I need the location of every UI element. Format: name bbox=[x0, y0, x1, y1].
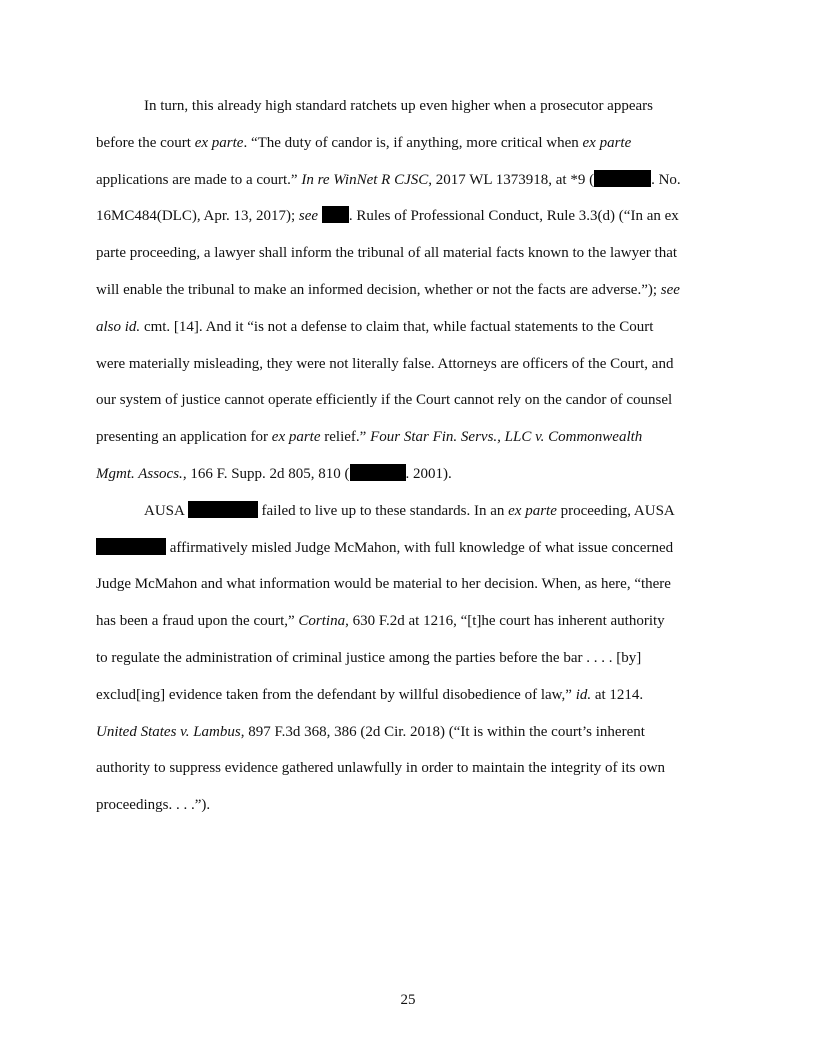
text: to regulate the administration of criminal justice among the parties before the bar . . . . [by] bbox=[96, 650, 642, 666]
text: 16MC484(DLC), Apr. 13, 2017); bbox=[96, 208, 299, 224]
text: relief.” bbox=[320, 429, 371, 445]
text: parte proceeding, a lawyer shall inform the tribunal of all material facts known to the lawyer that bbox=[96, 245, 678, 261]
text: presenting an application for bbox=[96, 429, 272, 445]
italic-text: ex parte bbox=[271, 429, 321, 445]
paragraph-1-line-11 bbox=[96, 464, 452, 484]
text: , 2017 WL 1373918, at *9 ( bbox=[428, 172, 595, 188]
paragraph-2-line-3 bbox=[96, 574, 671, 594]
text: applications are made to a court.” bbox=[96, 172, 302, 188]
redaction-block bbox=[188, 501, 258, 518]
case-citation: In re WinNet R CJSC bbox=[301, 172, 429, 188]
paragraph-2-line-5 bbox=[96, 648, 641, 668]
text: cmt. [14]. And it “is not a defense to claim that, while factual statements to the Court bbox=[140, 319, 654, 335]
text: . “The duty of candor is, if anything, more critical when bbox=[243, 135, 583, 151]
paragraph-1-line-10 bbox=[96, 427, 642, 447]
page-number: 25 bbox=[400, 992, 416, 1008]
text: . 2001). bbox=[405, 466, 452, 482]
italic-text: ex parte bbox=[508, 503, 557, 519]
italic-text: see bbox=[298, 208, 319, 224]
text: Judge McMahon and what information would be material to her decision. When, as here, “there bbox=[96, 576, 671, 592]
case-citation: Cortina bbox=[298, 613, 346, 629]
text: , 630 F.2d at 1216, “[t]he court has inherent authority bbox=[345, 613, 665, 629]
paragraph-2-line-1 bbox=[144, 501, 675, 521]
paragraph-2-line-4 bbox=[96, 611, 665, 631]
paragraph-2-line-2 bbox=[96, 538, 673, 558]
paragraph-2-line-7 bbox=[96, 722, 645, 742]
text: failed to live up to these standards. In an bbox=[257, 503, 509, 519]
text: , 166 F. Supp. 2d 805, 810 ( bbox=[182, 466, 350, 482]
paragraph-1-line-6 bbox=[96, 280, 680, 300]
paragraph-1-line-4 bbox=[96, 206, 679, 226]
case-citation: Mgmt. Assocs. bbox=[96, 466, 183, 482]
text: . Rules of Professional Conduct, Rule 3.3(d) (“In an ex bbox=[348, 208, 679, 224]
paragraph-2-line-8 bbox=[96, 758, 665, 778]
text: will enable the tribunal to make an informed decision, whether or not the facts are adverse.”); bbox=[96, 282, 661, 298]
redaction-block bbox=[350, 464, 406, 481]
text: proceeding, AUSA bbox=[556, 503, 675, 519]
text: before the court bbox=[96, 135, 195, 151]
text: proceedings. . . .”). bbox=[96, 797, 211, 813]
paragraph-1-line-7 bbox=[96, 317, 653, 337]
text: our system of justice cannot operate efficiently if the Court cannot rely on the candor of counsel bbox=[96, 392, 673, 408]
text: has been a fraud upon the court,” bbox=[96, 613, 299, 629]
redaction-block bbox=[322, 206, 349, 223]
paragraph-1-line-1 bbox=[144, 96, 653, 116]
italic-text: also id. bbox=[96, 319, 141, 335]
case-citation: Four Star Fin. Servs., LLC v. Commonwealth bbox=[370, 429, 643, 445]
italic-text: see bbox=[660, 282, 680, 298]
italic-text: ex parte bbox=[194, 135, 244, 151]
italic-text: ex parte bbox=[582, 135, 632, 151]
text: were materially misleading, they were not literally false. Attorneys are officers of the Court, and bbox=[96, 356, 674, 372]
paragraph-2-line-9 bbox=[96, 795, 210, 815]
paragraph-2-line-6 bbox=[96, 685, 643, 705]
paragraph-1-line-9 bbox=[96, 390, 672, 410]
paragraph-1-line-5 bbox=[96, 243, 677, 263]
text: exclud[ing] evidence taken from the defendant by willful disobedience of law,” bbox=[96, 687, 576, 703]
redaction-block bbox=[594, 170, 651, 187]
text: affirmatively misled Judge McMahon, with full knowledge of what issue concerned bbox=[166, 540, 674, 556]
text: In turn, this already high standard ratchets up even higher when a prosecutor appears bbox=[144, 98, 653, 114]
text: authority to suppress evidence gathered unlawfully in order to maintain the integrity of its own bbox=[96, 760, 666, 776]
text: . No. bbox=[651, 172, 681, 188]
redaction-block bbox=[96, 538, 166, 555]
paragraph-1-line-3 bbox=[96, 170, 681, 190]
case-citation: United States v. Lambus bbox=[96, 724, 241, 740]
paragraph-1-line-8 bbox=[96, 354, 673, 374]
text: , 897 F.3d 368, 386 (2d Cir. 2018) (“It is within the court’s inherent bbox=[240, 724, 645, 740]
paragraph-1-line-2 bbox=[96, 133, 631, 153]
italic-text: id. bbox=[575, 687, 592, 703]
text: AUSA bbox=[144, 503, 188, 519]
text: at 1214. bbox=[591, 687, 644, 703]
